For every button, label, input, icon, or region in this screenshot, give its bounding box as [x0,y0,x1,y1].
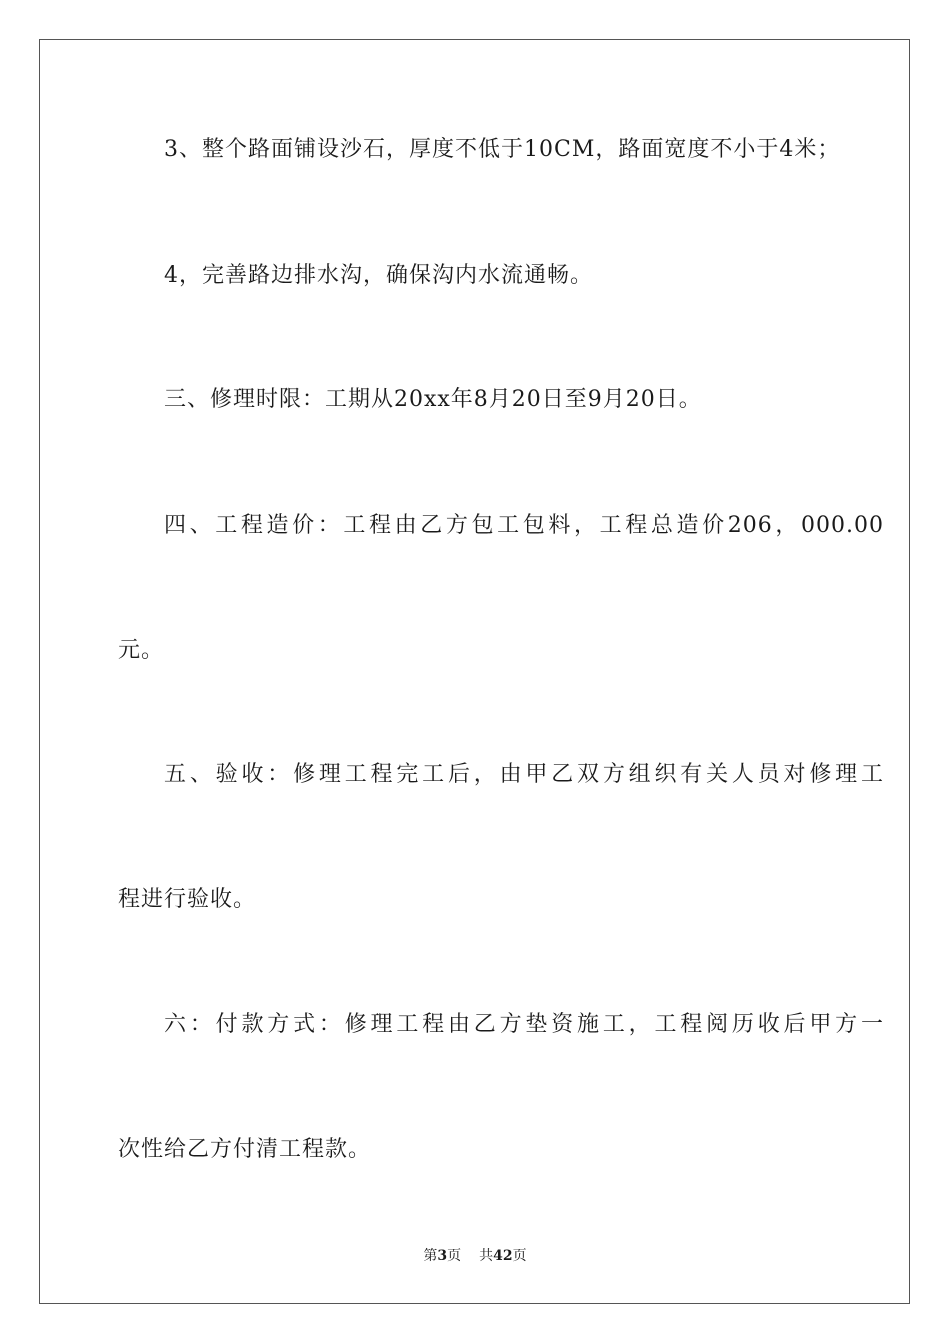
paragraph-line-8: 六：付款方式：修理工程由乙方垫资施工，工程阅历收后甲方一 [164,1012,884,1037]
paragraph-line-9: 次性给乙方付清工程款。 [118,1137,372,1162]
paragraph-line-4: 四、工程造价：工程由乙方包工包料，工程总造价206，000.00 [164,513,884,538]
footer-page-prefix: 第 [423,1248,438,1264]
page-footer [0,1246,950,1266]
paragraph-line-6: 五、验收：修理工程完工后，由甲乙双方组织有关人员对修理工 [164,762,884,787]
paragraph-line-5: 元。 [118,638,165,663]
paragraph-line-1: 3、整个路面铺设沙石，厚度不低于10CM，路面宽度不小于4米； [164,137,841,162]
footer-total-pages: 42 [493,1248,513,1264]
footer-page-number: 3 [437,1248,448,1264]
footer-page-suffix: 页 [447,1248,462,1264]
paragraph-line-7: 程进行验收。 [118,887,257,912]
paragraph-line-3: 三、修理时限：工期从20xx年8月20日至9月20日。 [164,387,702,412]
footer-total-prefix: 共 [479,1248,494,1264]
page-frame [39,39,910,1304]
footer-total-suffix: 页 [512,1248,527,1264]
paragraph-line-2: 4，完善路边排水沟，确保沟内水流通畅。 [164,263,593,288]
